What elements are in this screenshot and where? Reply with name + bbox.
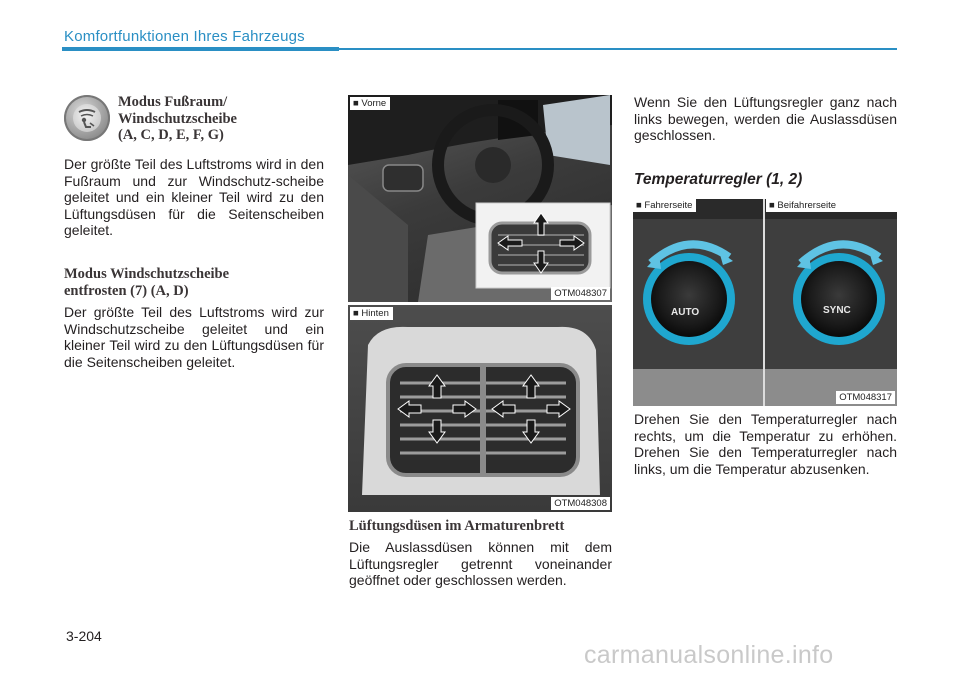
- section-heading-defrost: [64, 266, 229, 299]
- front-vents-photo: [348, 95, 612, 302]
- square-bullet-icon: ■: [353, 308, 359, 319]
- sync-knob-label: SYNC: [823, 305, 851, 316]
- square-bullet-icon: ■: [769, 200, 775, 211]
- heading-line: (A, C, D, E, F, G): [118, 127, 224, 143]
- section-heading-floor-windshield: [118, 94, 237, 144]
- paragraph-dash-vents: Die Auslassdüsen können mit dem Lüftungsregler getrennt voneinander geöffnet oder geschlossen werden.: [349, 539, 612, 588]
- photo-tag: [350, 307, 393, 320]
- floor-windshield-mode-icon: [64, 95, 110, 141]
- image-code: OTM048317: [836, 391, 895, 404]
- photo-tag-passenger: [766, 199, 897, 212]
- paragraph-vent-closing: Wenn Sie den Lüftungsregler ganz nach links bewegen, werden die Auslassdüsen geschlossen.: [634, 94, 897, 143]
- photo-tag-label: Fahrerseite: [644, 200, 693, 211]
- heading-line: Windschutzscheibe: [118, 110, 237, 127]
- photo-tag-label: Beifahrerseite: [777, 200, 837, 211]
- photo-tag-label: Vorne: [361, 98, 387, 109]
- running-header: Komfortfunktionen Ihres Fahrzeugs: [64, 28, 305, 45]
- section-heading-dash-vents: Lüftungsdüsen im Armaturenbrett: [349, 518, 565, 534]
- square-bullet-icon: ■: [353, 98, 359, 109]
- heading-line: Modus Fußraum/: [118, 94, 228, 110]
- image-code: OTM048307: [551, 287, 610, 300]
- heading-line: entfrosten (7) (A, D): [64, 282, 189, 299]
- page-number: 3-204: [66, 628, 102, 644]
- photo-tag-driver: [633, 199, 696, 212]
- watermark: carmanualsonline.info: [584, 641, 834, 669]
- auto-knob-label: AUTO: [671, 307, 700, 318]
- paragraph-floor-windshield: Der größte Teil des Luftstroms wird in den Fußraum und zur Windschutz-scheibe geleitet und ein kleiner Teil wird zu den Lüftungsdüsen für die Seitenscheiben geleitet.: [64, 156, 324, 238]
- image-code: OTM048308: [551, 497, 610, 510]
- paragraph-defrost: Der größte Teil des Luftstroms wird zur Windschutzscheibe geleitet und ein kleiner Teil wird zu den Lüftungsdüsen für die Seitenscheiben geleitet.: [64, 304, 324, 370]
- photo-tag: [350, 97, 390, 110]
- header-rule-thin: [339, 48, 897, 50]
- rear-vents-photo: [348, 305, 612, 512]
- paragraph-temperature: Drehen Sie den Temperaturregler nach rechts, um die Temperatur zu erhöhen. Drehen Sie den Temperaturregler nach links, um die Temperatur abzusenken.: [634, 411, 897, 477]
- temperature-knobs-photo: [633, 199, 897, 406]
- heading-line: Modus Windschutzscheibe: [64, 266, 230, 282]
- header-rule-thick: [62, 47, 339, 51]
- section-heading-temperature: Temperaturregler (1, 2): [634, 171, 803, 188]
- photo-tag-label: Hinten: [361, 308, 389, 319]
- square-bullet-icon: ■: [636, 200, 642, 211]
